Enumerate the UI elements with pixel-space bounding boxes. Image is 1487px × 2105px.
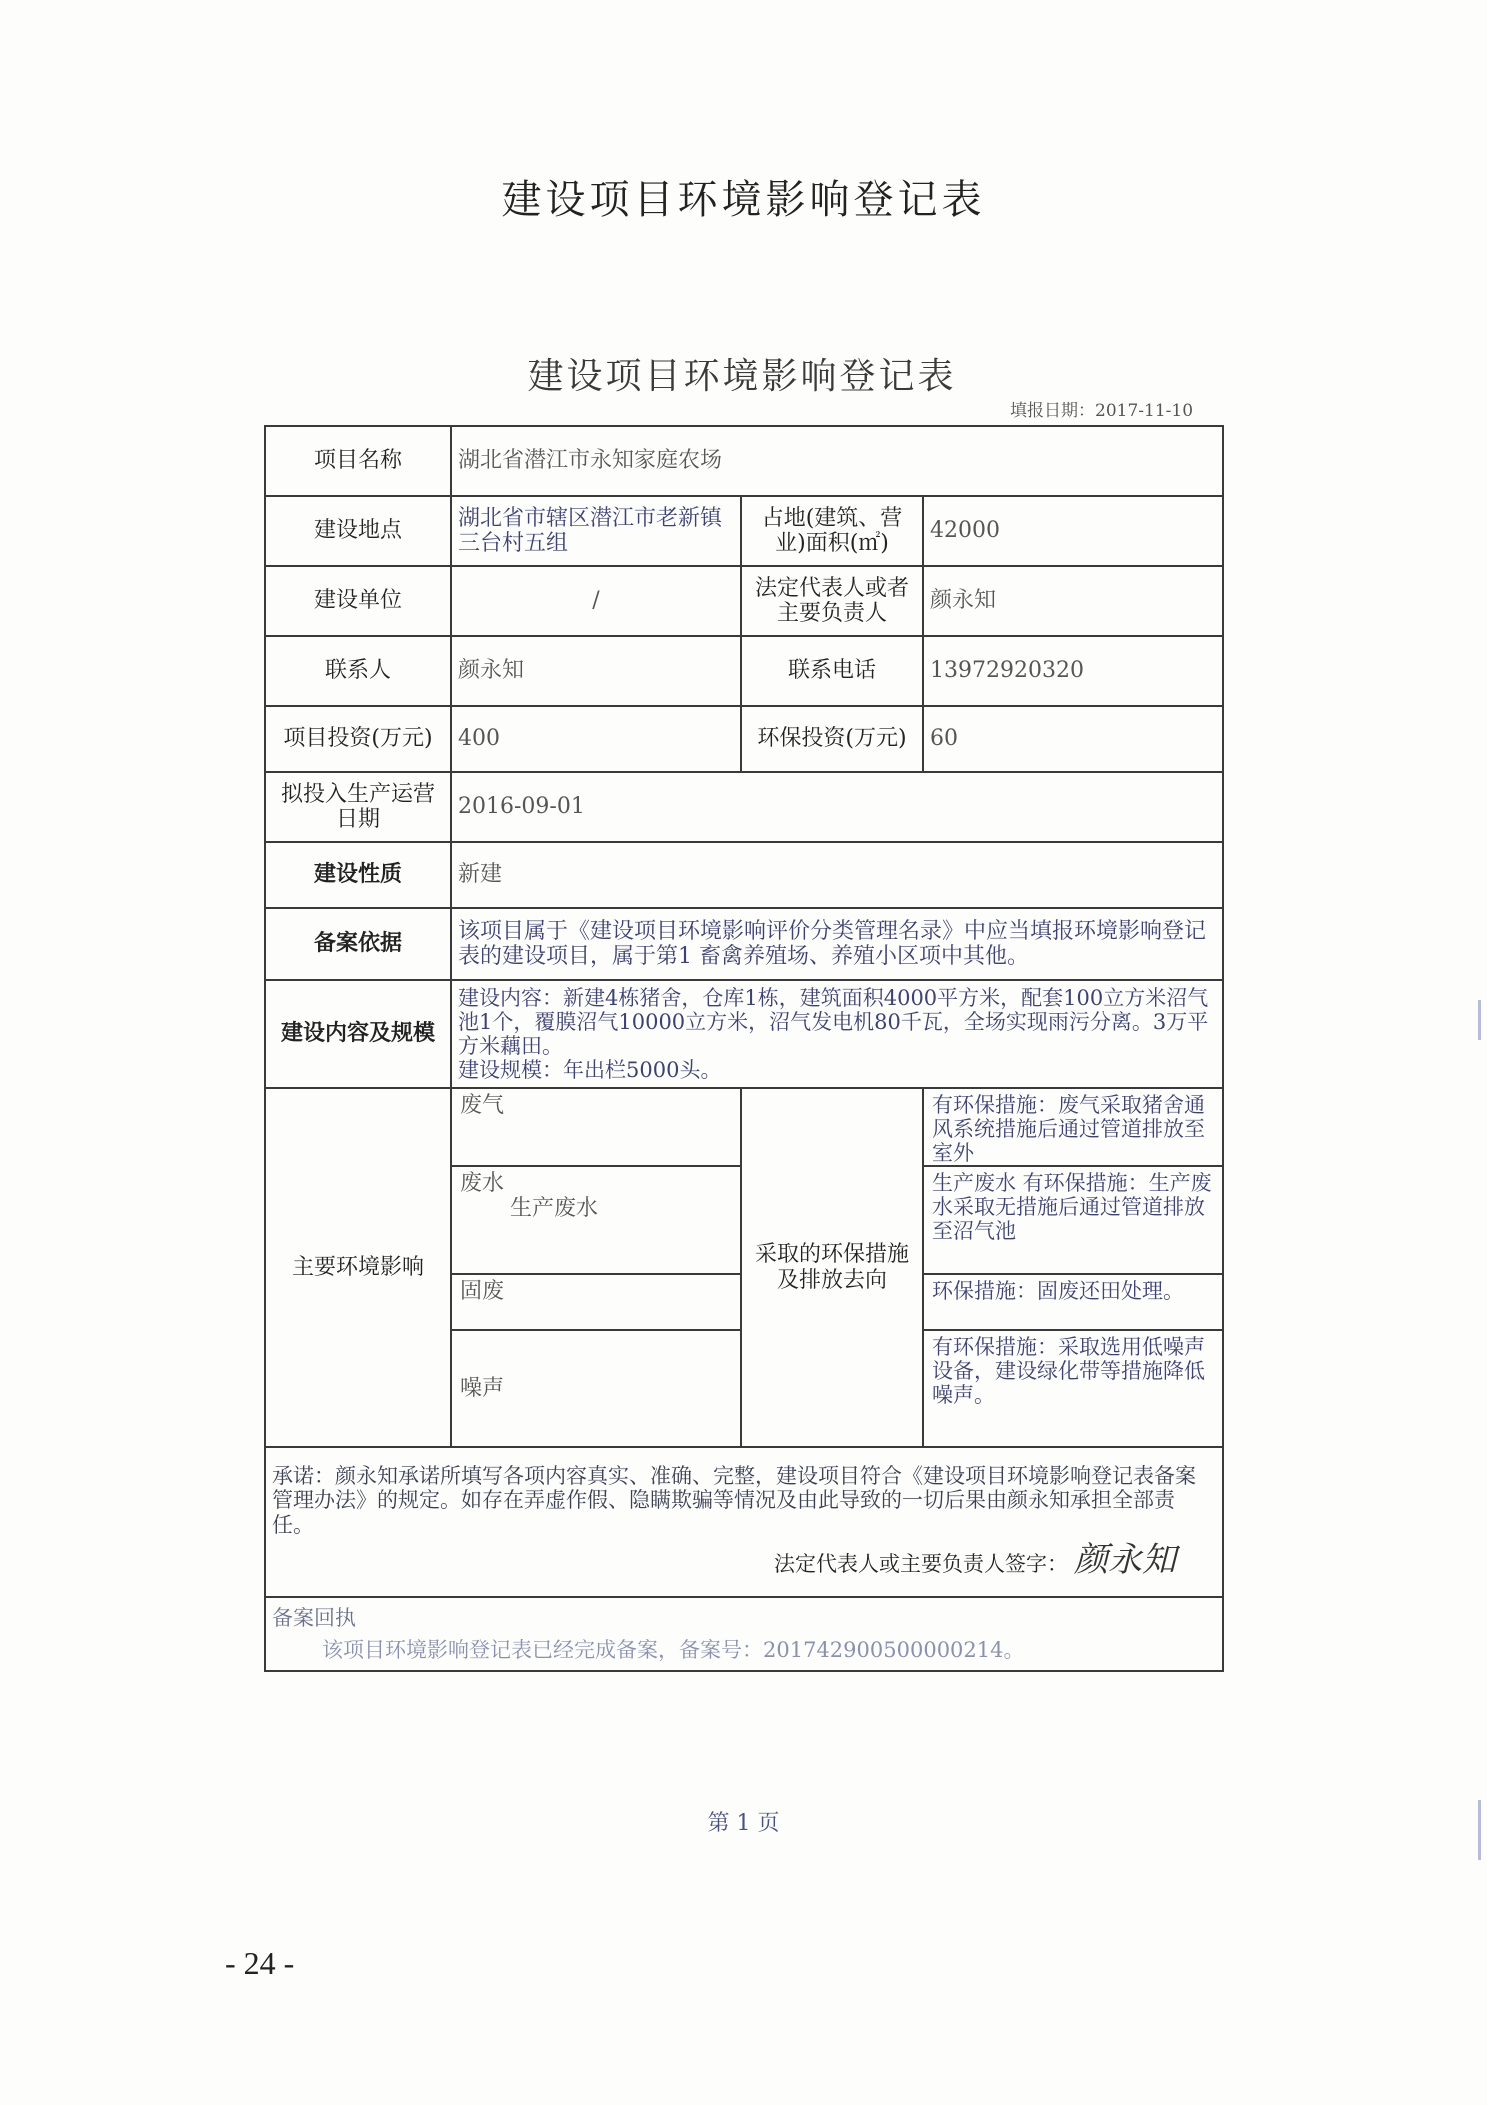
- env-investment-value: 60: [923, 706, 1223, 772]
- impact-waste-gas: [452, 1089, 740, 1167]
- row-project-name: [265, 426, 1223, 496]
- scan-edge-mark: [1478, 1800, 1481, 1860]
- row-nature: [265, 842, 1223, 908]
- content-cell: [451, 980, 1223, 1088]
- basis-value: 该项目属于《建设项目环境影响评价分类管理名录》中应当填报环境影响登记表的建设项目，属于第1 畜禽养殖场、养殖小区项中其他。: [451, 908, 1223, 980]
- investment-label: 项目投资(万元): [265, 706, 451, 772]
- row-unit: [265, 566, 1223, 636]
- project-name-value: 湖北省潜江市永知家庭农场: [451, 426, 1223, 496]
- nature-label: 建设性质: [265, 842, 451, 908]
- area-label: 占地(建筑、营业)面积(㎡): [741, 496, 923, 566]
- unit-value: /: [451, 566, 741, 636]
- row-contact: [265, 636, 1223, 706]
- form-title: 建设项目环境影响登记表: [527, 356, 957, 397]
- scan-edge-mark: [1478, 1000, 1481, 1040]
- start-date-value: 2016-09-01: [451, 772, 1223, 842]
- contact-label: 联系人: [265, 636, 451, 706]
- row-investment: [265, 706, 1223, 772]
- row-receipt: [265, 1597, 1223, 1671]
- scale-value: 建设规模：年出栏5000头。: [458, 1058, 722, 1083]
- project-name-label: 项目名称: [265, 426, 451, 496]
- impact-name: 废气: [460, 1093, 505, 1118]
- commitment-cell: [265, 1447, 1223, 1597]
- signature-line: [272, 1541, 1216, 1580]
- impact-name: 固废: [460, 1279, 505, 1304]
- phone-value: 13972920320: [923, 636, 1223, 706]
- content-label: 建设内容及规模: [265, 980, 451, 1088]
- unit-label: 建设单位: [265, 566, 451, 636]
- row-location: [265, 496, 1223, 566]
- commitment-text: 承诺：颜永知承诺所填写各项内容真实、准确、完整，建设项目符合《建设项目环境影响登记表备案管理办法》的规定。如存在弄虚作假、隐瞒欺骗等情况及由此导致的一切后果由颜永知承担全部责任。: [272, 1464, 1196, 1537]
- impact-waste-water: [452, 1167, 740, 1275]
- basis-label: 备案依据: [265, 908, 451, 980]
- nature-value: 新建: [451, 842, 1223, 908]
- row-basis: [265, 908, 1223, 980]
- receipt-text: 该项目环境影响登记表已经完成备案，备案号：201742900500000214。: [322, 1638, 1025, 1662]
- env-investment-label: 环保投资(万元): [741, 706, 923, 772]
- document-title: 建设项目环境影响登记表: [501, 177, 986, 223]
- signature: 颜永知: [1074, 1539, 1176, 1580]
- location-value: 湖北省市辖区潜江市老新镇三台村五组: [451, 496, 741, 566]
- measure-waste-water: 生产废水 有环保措施：生产废水采取无措施后通过管道排放至沼气池: [924, 1167, 1222, 1275]
- location-label: 建设地点: [265, 496, 451, 566]
- impact-noise: [452, 1331, 740, 1446]
- row-start-date: [265, 772, 1223, 842]
- rep-value: 颜永知: [923, 566, 1223, 636]
- contact-value: 颜永知: [451, 636, 741, 706]
- measure-solid-waste: 环保措施：固废还田处理。: [924, 1275, 1222, 1331]
- impact-list: [451, 1088, 741, 1447]
- area-value: 42000: [923, 496, 1223, 566]
- measure-list: [923, 1088, 1223, 1447]
- document-page-number: - 24 -: [225, 1945, 295, 1981]
- phone-label: 联系电话: [741, 636, 923, 706]
- impact-solid-waste: [452, 1275, 740, 1331]
- rep-label: 法定代表人或者主要负责人: [741, 566, 923, 636]
- row-commitment: [265, 1447, 1223, 1597]
- impact-label: 主要环境影响: [265, 1088, 451, 1447]
- registration-form: [264, 425, 1224, 1672]
- receipt-label: 备案回执: [272, 1605, 356, 1630]
- receipt-cell: [265, 1597, 1223, 1671]
- content-value: 建设内容：新建4栋猪舍，仓库1栋，建筑面积4000平方米，配套100立方米沼气池1个，覆膜沼气10000立方米，沼气发电机80千瓦，全场实现雨污分离。3万平方米藕田。: [458, 985, 1209, 1058]
- measures-label: 采取的环保措施及排放去向: [741, 1088, 923, 1447]
- impact-sub: 生产废水: [510, 1196, 599, 1222]
- row-impacts: [265, 1088, 1223, 1447]
- signature-label: 法定代表人或主要负责人签字：: [774, 1551, 1068, 1576]
- fill-date: 填报日期：2017-11-10: [1010, 401, 1194, 421]
- row-content: [265, 980, 1223, 1088]
- impact-name: 废水: [460, 1171, 505, 1196]
- impact-name: 噪声: [460, 1375, 505, 1401]
- form-page-number: 第 1 页: [707, 1811, 780, 1836]
- start-date-label: 拟投入生产运营日期: [265, 772, 451, 842]
- investment-value: 400: [451, 706, 741, 772]
- measure-noise: 有环保措施：采取选用低噪声设备，建设绿化带等措施降低噪声。: [932, 1335, 1205, 1408]
- measure-waste-gas: 有环保措施：废气采取猪舍通风系统措施后通过管道排放至室外: [924, 1089, 1222, 1167]
